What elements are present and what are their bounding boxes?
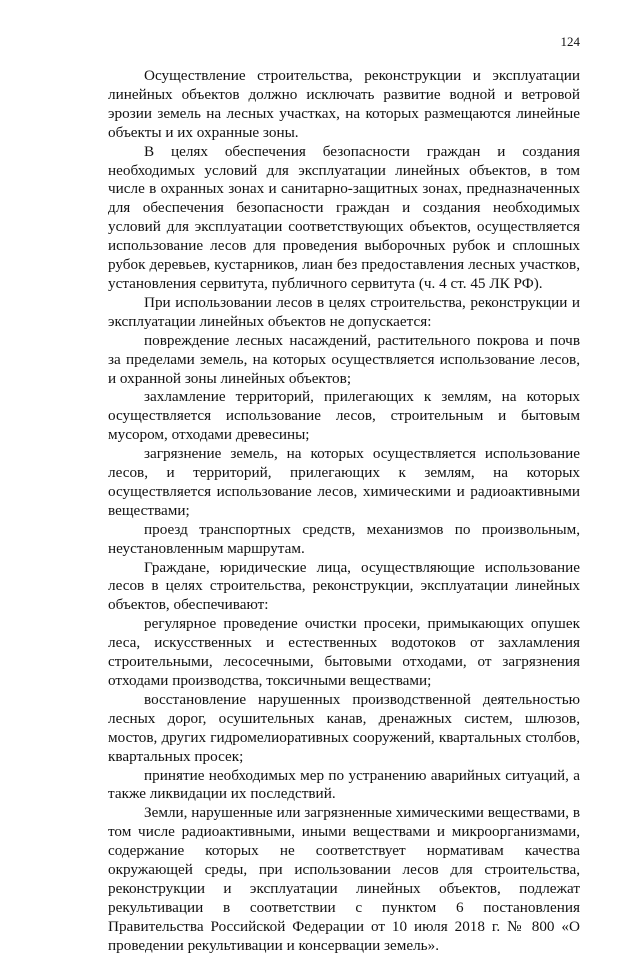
- paragraph-erosion: Осуществление строительства, реконструкции и эксплуатации линейных объектов должно исключать развитие водной и ветровой эрозии земель на лесных участках, на которых размещаются линейные объекты и их охранные зоны.: [108, 67, 580, 141]
- paragraph-safety: В целях обеспечения безопасности граждан и создания необходимых условий для эксплуатации линейных объектов, в том числе в охранных зонах и санитарно-защитных зонах, предназначенных для обеспечения безопасности граждан и создания необходимых условий для эксплуатации соответствующих объектов, осуществляется использование лесов для проведения выборочных рубок и сплошных рубок деревьев, кустарников, лиан без предоставления лесных участков, установления сервитута, публичного сервитута (ч. 4 ст. 45 ЛК РФ).: [108, 142, 580, 292]
- paragraph-prohibitions-intro: При использовании лесов в целях строительства, реконструкции и эксплуатации линейных объектов не допускается:: [108, 293, 580, 330]
- paragraph-clearing: регулярное проведение очистки просеки, примыкающих опушек леса, искусственных и естественных водотоков от захламления строительными, лесосечными, бытовыми отходами, от загрязнения отходами производства, токсичными веществами;: [108, 615, 580, 689]
- paragraph-obligations-intro: Граждане, юридические лица, осуществляющие использование лесов в целях строительства, реконструкции, эксплуатации линейных объектов, обеспечивают:: [108, 558, 580, 614]
- paragraph-damage: повреждение лесных насаждений, растительного покрова и почв за пределами земель, на которых осуществляется использование лесов, и охранной зоны линейных объектов;: [108, 331, 580, 387]
- paragraph-restoration: восстановление нарушенных производственной деятельностью лесных дорог, осушительных канав, дренажных систем, шлюзов, мостов, других гидромелиоративных сооружений, квартальных столбов, квартальных просек;: [108, 690, 580, 765]
- paragraph-recultivation: Земли, нарушенные или загрязненные химическими веществами, в том числе радиоактивными, иными веществами и микроорганизмами, содержание которых не соответствует нормативам качества окружающей среды, при использовании лесов для строительства, реконструкции и эксплуатации линейных объектов, подлежат рекультивации в соответствии с пунктом 6 постановления Правительства Российской Федерации от 10 июля 2018 г. № 800 «О проведении рекультивации и консервации земель».: [108, 804, 580, 954]
- paragraph-littering: захламление территорий, прилегающих к землям, на которых осуществляется использование лесов, строительным и бытовым мусором, отходами древесины;: [108, 388, 580, 444]
- paragraph-emergency: принятие необходимых мер по устранению аварийных ситуаций, а также ликвидации их последствий.: [108, 766, 580, 803]
- paragraph-pollution: загрязнение земель, на которых осуществляется использование лесов, и территорий, прилегающих к землям, на которых осуществляется использование лесов, химическими и радиоактивными веществами;: [108, 445, 580, 519]
- page-number: 124: [560, 34, 580, 49]
- paragraph-vehicles: проезд транспортных средств, механизмов по произвольным, неустановленным маршрутам.: [108, 520, 580, 557]
- document-body: [108, 67, 580, 956]
